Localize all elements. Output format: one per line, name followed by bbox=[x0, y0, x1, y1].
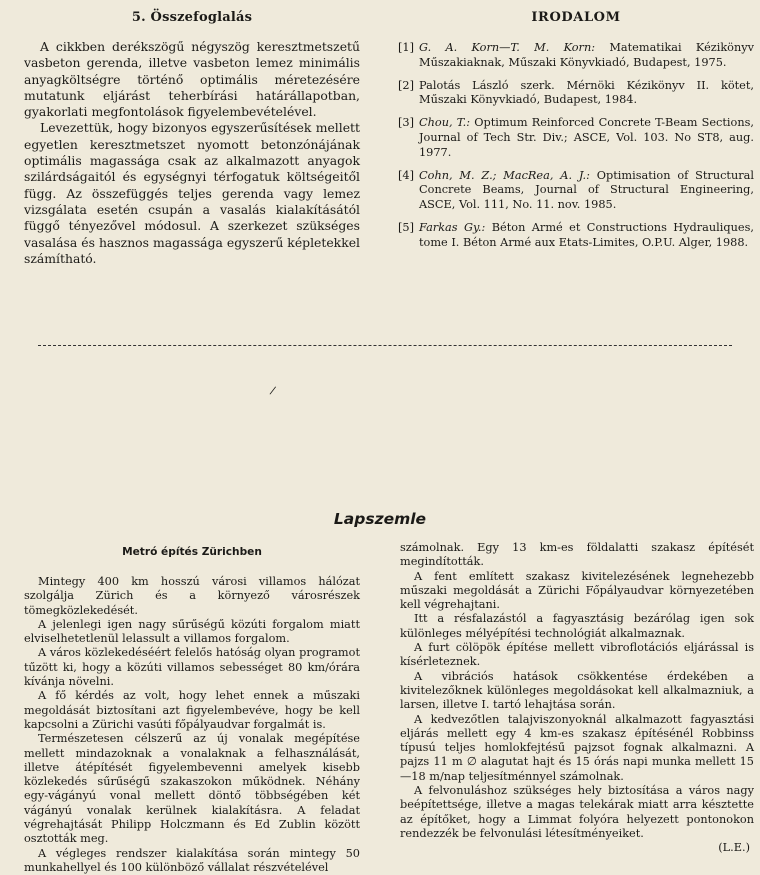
article-paragraph: A fent említett szakasz kivitelezésének legnehezebb műszaki megoldását a Zürichi Főpályaudvar környezetében kell végrehajtani. bbox=[400, 569, 754, 612]
references-section bbox=[398, 10, 754, 259]
article-signature: (L.E.) bbox=[718, 841, 750, 855]
reference-item bbox=[398, 41, 754, 70]
reference-text bbox=[419, 41, 754, 70]
article-paragraph: A város közlekedéséért felelős hatóság olyan programot tűzött ki, hogy a közúti villamos sebességet 80 km/órára kívánja növelni. bbox=[24, 646, 360, 689]
article-paragraph: A felvonuláshoz szükséges hely biztosítása a város nagy beépítettsége, illetve a magas telekárak miatt arra késztette az építőket, hogy a Limmat folyóra helyezett pontonokon rendezzék be felvonulási létesítményeiket. bbox=[400, 784, 754, 840]
reference-number: [5] bbox=[398, 220, 415, 234]
reference-item bbox=[398, 221, 754, 250]
reference-item bbox=[398, 79, 754, 108]
reference-text bbox=[419, 79, 754, 108]
reference-title: Béton Armé et Constructions Hydrauliques, tome I. Béton Armé aux Etats-Limites, O.P.U. Alger, 1988. bbox=[419, 220, 754, 249]
lapszemle-title: Lapszemle bbox=[333, 510, 427, 528]
reference-text bbox=[419, 116, 754, 160]
reference-author: Farkas Gy.: bbox=[419, 220, 486, 234]
article-paragraph: A kedvezőtlen talajviszonyoknál alkalmazott fagyasztási eljárás mellett egy 4 km-es szakasz építésénél Robbinss típusú teljes homlokfejtésű pajzsot fognak alkalmazni. A pajzs 11 m ∅ alagutat hajt és 15 órás napi munka mellett 15—18 m/nap teljesítménnyel számolnak. bbox=[400, 712, 754, 783]
article-paragraph: Itt a résfalazástól a fagyasztásig bezárólag igen sok különleges mélyépítési technológiát alkalmaznak. bbox=[400, 612, 754, 640]
reference-title: Palotás László szerk. Mérnöki Kézikönyv II. kötet, Műszaki Könyvkiadó, Budapest, 1984. bbox=[419, 78, 754, 107]
article-paragraph: A végleges rendszer kialakítása során mintegy 50 munkahellyel és 100 különböző vállalat részvételével bbox=[24, 846, 360, 874]
reference-text bbox=[419, 169, 754, 213]
reference-author: Chou, T.: bbox=[419, 116, 471, 130]
summary-paragraph: A cikkben derékszögű négyszög keresztmetszetű vasbeton gerenda, illetve vasbeton lemez minimális anyagköltségre történő optimális méretezésére mutatunk eljárást teherbírási határállapotban, gyakorlati megfontolások figyelembevételével. bbox=[24, 39, 360, 120]
article-paragraph: Természetesen célszerű az új vonalak megépítése mellett mindazoknak a vonalaknak a felhasználását, illetve átépítését figyelembevenni amelyek kisebb közlekedés sűrűségű szakaszokon működnek. Néhány egy-vágányú vonal mellett döntő többségében két vágányú vonalak kerülnek kialakításra. A feladat végrehajtását Philipp Holczmann és Ed Zublin között osztották meg. bbox=[24, 732, 360, 846]
article-title: Metró építés Zürichben bbox=[122, 546, 262, 558]
reference-title: Optimisation of Structural Concrete Beams, Journal of Structural Engineering, ASCE, Vol. 111, No. 11. nov. 1985. bbox=[419, 168, 754, 211]
article-paragraph: A vibrációs hatások csökkentése érdekében a kivitelezőknek különleges megoldásokat kell alkalmazniuk, a larsen, illetve I. tartó lehajtása során. bbox=[400, 669, 754, 712]
reference-author: Cohn, M. Z.; MacRea, A. J.: bbox=[419, 168, 590, 182]
section-divider bbox=[38, 345, 732, 346]
article-paragraph: Mintegy 400 km hosszú városi villamos hálózat szolgálja Zürich és a környező városrészek tömegközlekedését. bbox=[24, 575, 360, 617]
reference-item bbox=[398, 116, 754, 160]
summary-paragraph: Levezettük, hogy bizonyos egyszerűsítések mellett egyetlen keresztmetszet nyomott betonzónájának optimális magassága csak az alkalmazott anyagok szilárdságaitól és egységnyi térfogatuk költségeitől függ. Az összefüggés teljes gerenda vagy lemez vizsgálata esetén csupán a vasalás kialakításától függő tényezővel módosul. A szerkezet szükséges vasalása és hasznos magassága egyszerű képletekkel számítható. bbox=[24, 120, 360, 266]
reference-number: [4] bbox=[398, 168, 415, 182]
reference-author: G. A. Korn—T. M. Korn: bbox=[419, 41, 596, 54]
article-left-column bbox=[24, 546, 360, 875]
reference-item bbox=[398, 169, 754, 213]
reference-number: [3] bbox=[398, 116, 415, 130]
reference-text bbox=[419, 221, 754, 250]
summary-section bbox=[24, 10, 360, 267]
reference-number: [1] bbox=[398, 41, 415, 54]
stray-mark: / bbox=[268, 383, 277, 398]
article-paragraph: A fő kérdés az volt, hogy lehet ennek a műszaki megoldását biztosítani azt figyelembevéve, hogy be kell kapcsolni a Zürichi vasúti főpályaudvar forgalmát is. bbox=[24, 689, 360, 731]
reference-title: Matematikai Kézikönyv Műszakiaknak, Műszaki Könyvkiadó, Budapest, 1975. bbox=[419, 41, 755, 69]
article-paragraph: A furt cölöpök építése mellett vibroflotációs eljárással is kísérleteznek. bbox=[400, 641, 754, 669]
article-right-column bbox=[400, 541, 754, 856]
reference-title: Optimum Reinforced Concrete T-Beam Sections, Journal of Tech Str. Div.; ASCE, Vol. 103. No ST8, aug. 1977. bbox=[419, 116, 754, 159]
article-paragraph: A jelenlegi igen nagy sűrűségű közúti forgalom miatt elviselhetetlenül lelassult a villamos forgalom. bbox=[24, 617, 360, 646]
reference-list bbox=[398, 41, 754, 250]
summary-heading: 5. Összefoglalás bbox=[131, 10, 253, 25]
reference-number: [2] bbox=[398, 78, 415, 92]
references-heading: IRODALOM bbox=[531, 10, 621, 25]
article-continuation: számolnak. Egy 13 km-es földalatti szakasz építését megindították. bbox=[400, 541, 754, 569]
